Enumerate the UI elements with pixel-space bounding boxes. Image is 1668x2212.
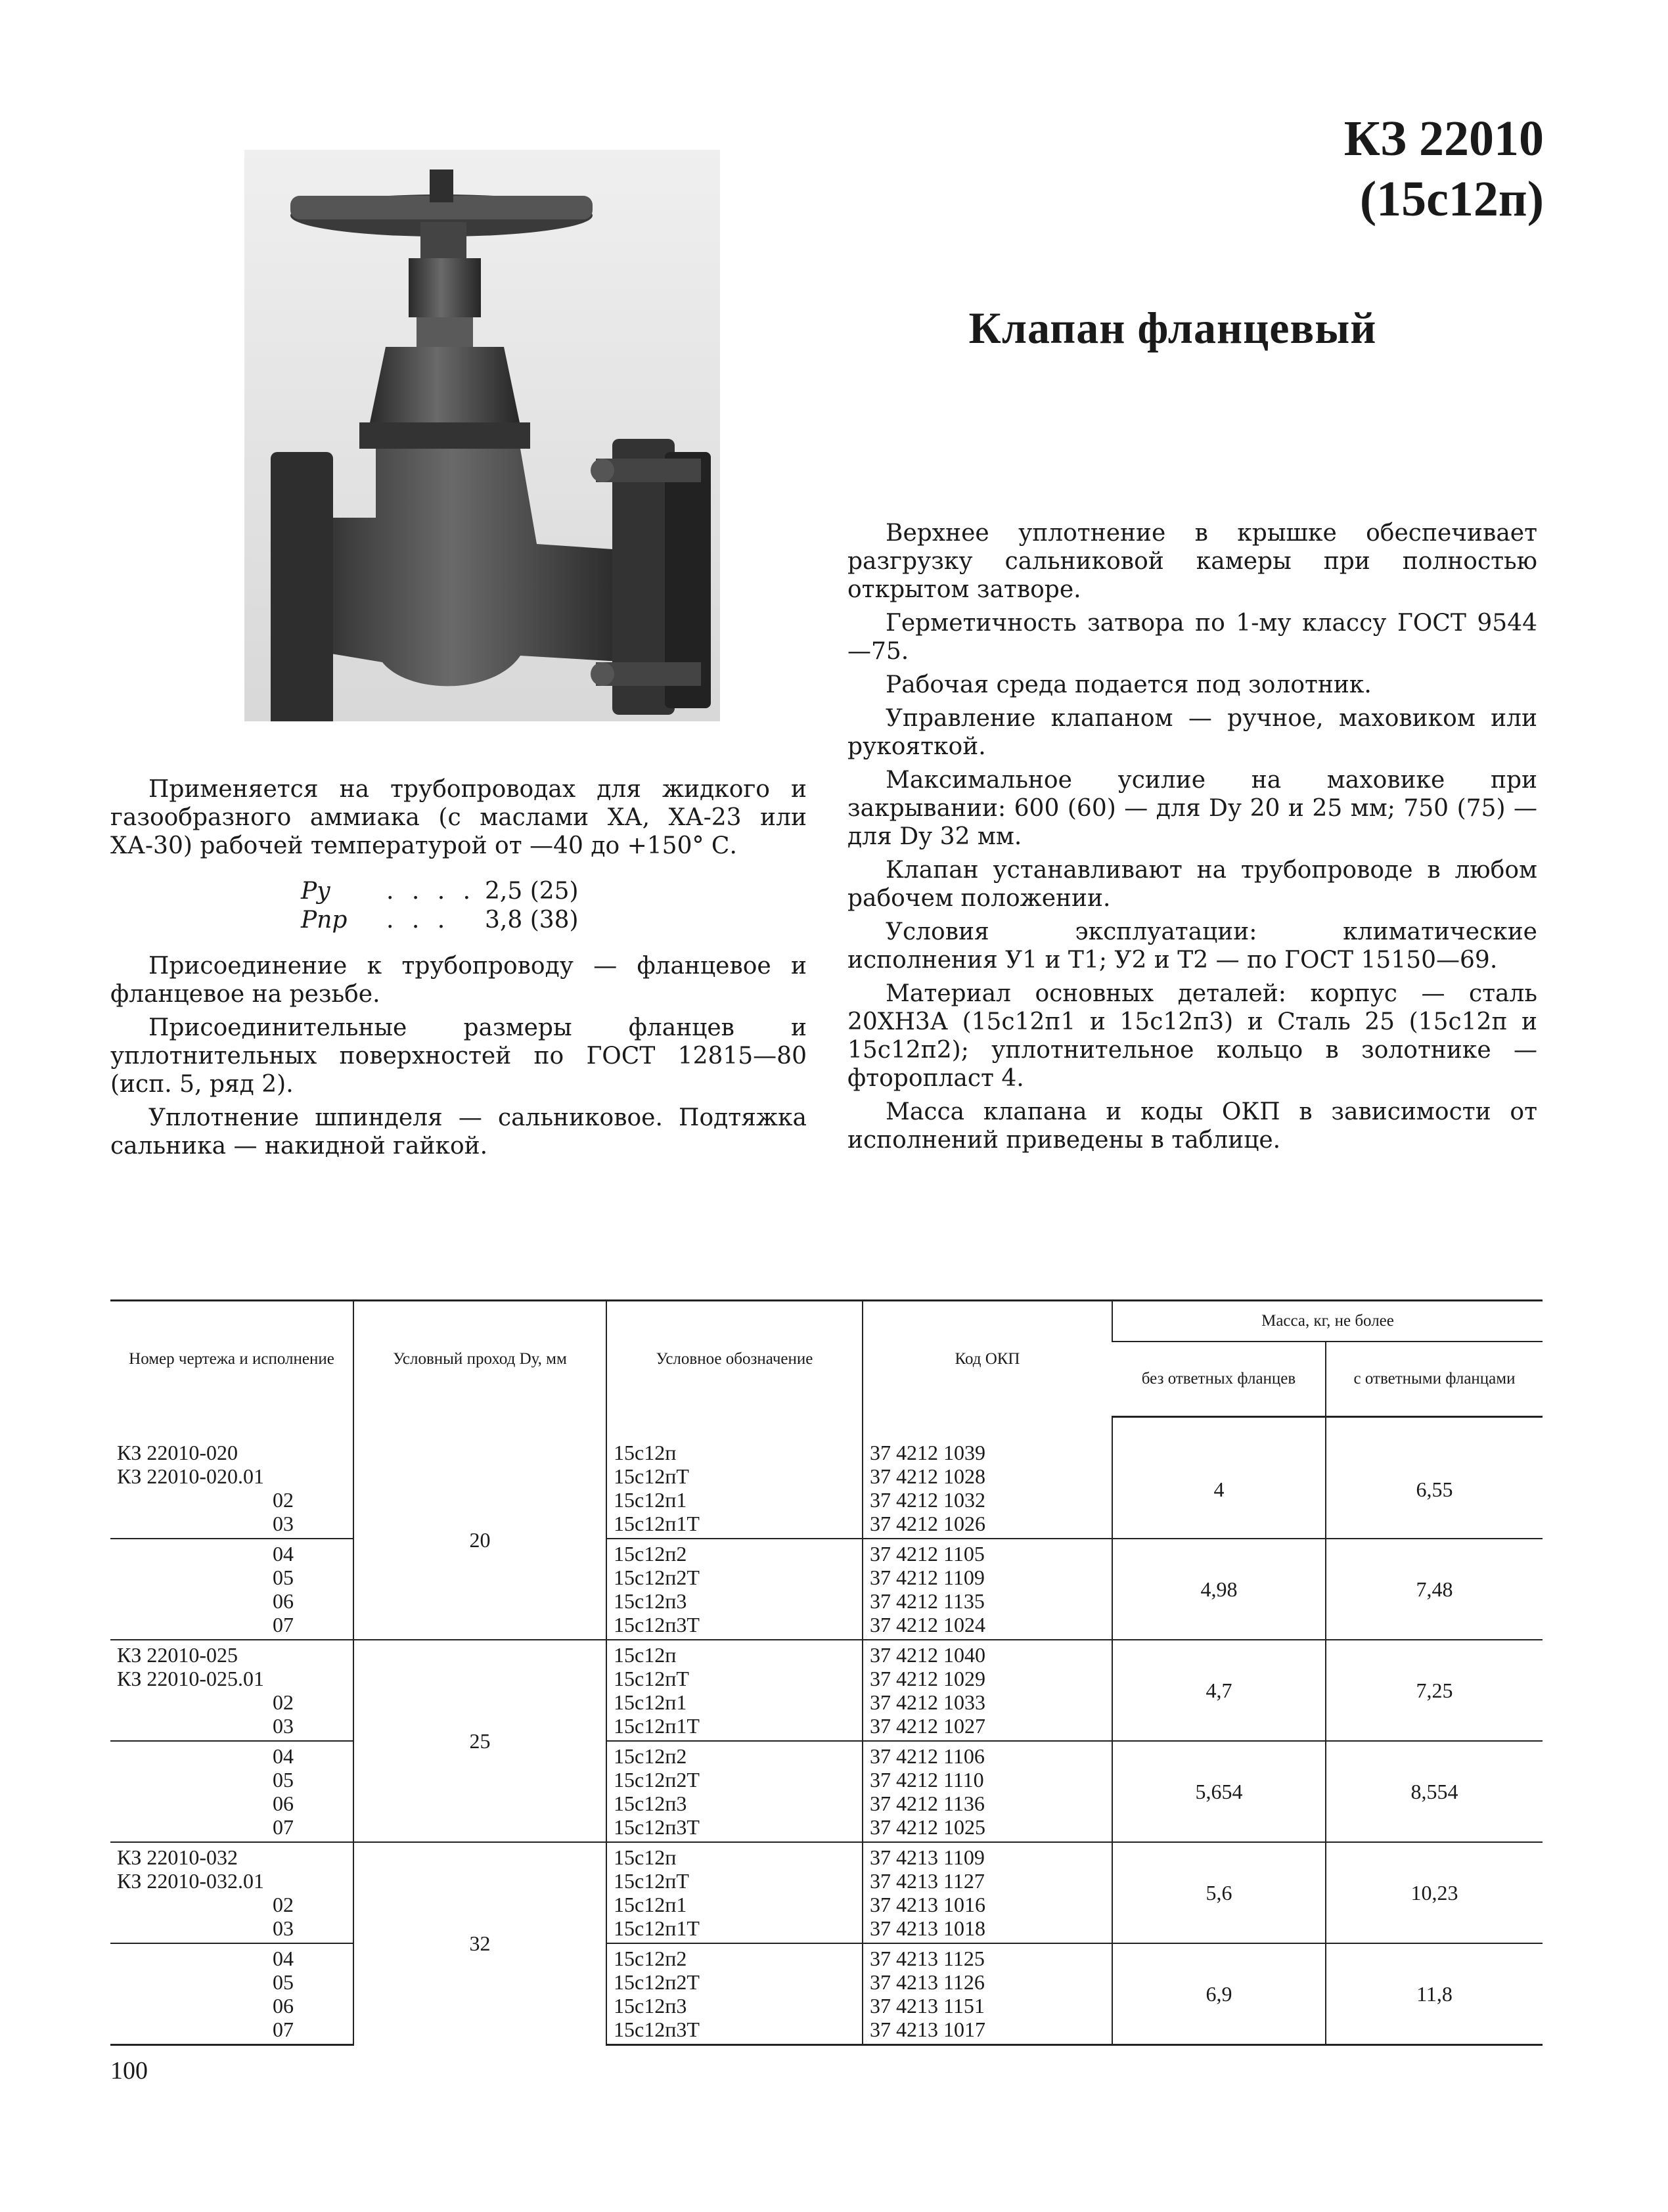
table-row: [110, 1640, 1543, 1741]
cell-nominal-diameter: 20: [353, 1417, 606, 1640]
drawing-number: 02: [273, 1487, 294, 1512]
table-row: [110, 1842, 1543, 1943]
okp-code-value: 37 4212 1032: [870, 1487, 985, 1512]
symbol-value: 15с12пТ: [614, 1666, 689, 1690]
table-row: [110, 1943, 1543, 2045]
operating-conditions-paragraph: Условия эксплуатации: климатические исполнения У1 и Т1; У2 и Т2 — по ГОСТ 15150—69.: [847, 918, 1537, 974]
cell-mass-without-flanges: 4,98: [1112, 1539, 1326, 1640]
cell-mass-with-flanges: 7,48: [1326, 1539, 1543, 1640]
cell-mass-without-flanges: 5,6: [1112, 1842, 1326, 1943]
drawing-number: 07: [273, 1612, 294, 1636]
cell-nominal-diameter: 25: [353, 1640, 606, 1842]
okp-code-value: 37 4212 1135: [870, 1589, 985, 1613]
drawing-number: 06: [273, 1589, 294, 1613]
left-column-text: [110, 775, 807, 1160]
okp-code-value: 37 4212 1024: [870, 1612, 985, 1636]
symbol-value: 15с12п2Т: [614, 1767, 700, 1792]
drawing-number: КЗ 22010-020.01: [117, 1464, 265, 1488]
pressure-list: [301, 877, 807, 935]
drawing-number: 05: [273, 1970, 294, 1994]
symbol-value: 15с12п2: [614, 1541, 687, 1566]
symbol-value: 15с12п1: [614, 1892, 687, 1916]
drawing-number: 04: [273, 1541, 294, 1566]
drawing-number: КЗ 22010-025: [117, 1642, 238, 1667]
cell-symbol: [606, 1539, 863, 1640]
cell-mass-with-flanges: 8,554: [1326, 1741, 1543, 1842]
product-code: [1235, 108, 1544, 229]
symbol-value: 15с12п1Т: [614, 1713, 700, 1738]
drawing-number: 03: [273, 1511, 294, 1535]
drawing-number: 06: [273, 1791, 294, 1815]
okp-code-value: 37 4212 1109: [870, 1565, 985, 1589]
symbol-value: 15с12п3Т: [614, 2017, 700, 2041]
drawing-number: КЗ 22010-032: [117, 1845, 238, 1869]
cell-okp-code: [863, 1741, 1112, 1842]
okp-code-value: 37 4213 1017: [870, 2017, 985, 2041]
cell-mass-with-flanges: 6,55: [1326, 1417, 1543, 1539]
right-column-text: [847, 519, 1537, 1154]
okp-code-value: 37 4213 1127: [870, 1868, 985, 1893]
header-mass-with-flanges: с ответными фланцами: [1326, 1342, 1543, 1417]
drawing-number: 06: [273, 1993, 294, 2018]
drawing-number: 07: [273, 2017, 294, 2041]
cell-mass-with-flanges: 11,8: [1326, 1943, 1543, 2045]
cell-symbol: [606, 1943, 863, 2045]
pressure-value: 3,8 (38): [485, 907, 579, 934]
pressure-row: [301, 877, 807, 906]
specification-table: [110, 1299, 1543, 2046]
drawing-number: КЗ 22010-020: [117, 1440, 238, 1464]
cell-mass-without-flanges: 4: [1112, 1417, 1326, 1539]
spindle-seal-paragraph: Уплотнение шпинделя — сальниковое. Подтяжка сальника — накидной гайкой.: [110, 1104, 807, 1160]
drawing-number: 05: [273, 1767, 294, 1792]
header-drawing: Номер чертежа и исполнение: [110, 1301, 353, 1417]
drawing-number: 02: [273, 1892, 294, 1916]
drawing-number: 03: [273, 1713, 294, 1738]
symbol-value: 15с12п3: [614, 1589, 687, 1613]
okp-code-value: 37 4212 1110: [870, 1767, 984, 1792]
cell-mass-without-flanges: 5,654: [1112, 1741, 1326, 1842]
okp-code-value: 37 4213 1018: [870, 1916, 985, 1940]
okp-code-value: 37 4212 1136: [870, 1791, 985, 1815]
symbol-value: 15с12п3: [614, 1993, 687, 2018]
connection-paragraph: Присоединение к трубопроводу — фланцевое и фланцевое на резьбе.: [110, 953, 807, 1008]
okp-code-value: 37 4212 1106: [870, 1744, 985, 1768]
table-row: [110, 1741, 1543, 1842]
symbol-value: 15с12п2: [614, 1946, 687, 1970]
okp-code-value: 37 4212 1025: [870, 1815, 985, 1839]
control-paragraph: Управление клапаном — ручное, маховиком или рукояткой.: [847, 705, 1537, 760]
upper-seal-paragraph: Верхнее уплотнение в крышке обеспечивает разгрузку сальниковой камеры при полностью открытом затворе.: [847, 520, 1537, 603]
symbol-value: 15с12п1: [614, 1487, 687, 1512]
drawing-number: 07: [273, 1815, 294, 1839]
cell-drawing: [110, 1842, 353, 1943]
symbol-value: 15с12п: [614, 1642, 677, 1667]
table-row: [110, 1539, 1543, 1640]
okp-code-value: 37 4213 1109: [870, 1845, 985, 1869]
okp-code-value: 37 4212 1028: [870, 1464, 985, 1488]
symbol-value: 15с12п: [614, 1845, 677, 1869]
header-nominal-diameter: Условный проход Dу, мм: [353, 1301, 606, 1417]
leader-dots: . . .: [386, 907, 451, 934]
cell-symbol: [606, 1741, 863, 1842]
okp-code-value: 37 4212 1040: [870, 1642, 985, 1667]
application-paragraph: Применяется на трубопроводах для жидкого и газообразного аммиака (с маслами ХА, ХА-23 или ХА-30) рабочей температурой от —40 до +150° С.: [110, 776, 807, 859]
drawing-number: 02: [273, 1690, 294, 1714]
cell-okp-code: [863, 1943, 1112, 2045]
page-title: Клапан фланцевый: [968, 303, 1377, 353]
drawing-number: 04: [273, 1946, 294, 1970]
okp-code-value: 37 4213 1016: [870, 1892, 985, 1916]
header-symbol: Условное обозначение: [606, 1301, 863, 1417]
cell-drawing: [110, 1539, 353, 1640]
medium-paragraph: Рабочая среда подается под золотник.: [886, 671, 1372, 698]
header-mass-without-flanges: без ответных фланцев: [1112, 1342, 1326, 1417]
flange-dimensions-paragraph: Присоединительные размеры фланцев и уплотнительных поверхностей по ГОСТ 12815—80 (исп. 5, ряд 2).: [110, 1014, 807, 1098]
okp-code-value: 37 4212 1026: [870, 1511, 985, 1535]
symbol-value: 15с12п2Т: [614, 1565, 700, 1589]
okp-code-value: 37 4212 1027: [870, 1713, 985, 1738]
symbol-value: 15с12п1Т: [614, 1511, 700, 1535]
product-code-number: КЗ 22010: [1343, 111, 1544, 166]
cell-drawing: [110, 1640, 353, 1741]
cell-drawing: [110, 1741, 353, 1842]
symbol-value: 15с12п1: [614, 1690, 687, 1714]
okp-code-value: 37 4213 1126: [870, 1970, 985, 1994]
symbol-value: 15с12п2Т: [614, 1970, 700, 1994]
installation-paragraph: Клапан устанавливают на трубопроводе в любом рабочем положении.: [847, 857, 1537, 912]
mass-note-paragraph: Масса клапана и коды ОКП в зависимости от исполнений приведены в таблице.: [847, 1098, 1537, 1154]
materials-paragraph: Материал основных деталей: корпус — сталь 20ХН3А (15с12п1 и 15с12п3) и Сталь 25 (15с12п и 15с12п2); уплотнительное кольцо в золотнике — фторопласт 4.: [847, 980, 1537, 1092]
symbol-value: 15с12пТ: [614, 1464, 689, 1488]
symbol-value: 15с12пТ: [614, 1868, 689, 1893]
cell-mass-without-flanges: 6,9: [1112, 1943, 1326, 2045]
cell-drawing: [110, 1943, 353, 2045]
pressure-symbol: Pпр: [301, 907, 348, 934]
cell-symbol: [606, 1417, 863, 1539]
cell-drawing: [110, 1417, 353, 1539]
drawing-number: КЗ 22010-025.01: [117, 1666, 265, 1690]
cell-symbol: [606, 1842, 863, 1943]
valve-photo: [244, 150, 720, 721]
okp-code-value: 37 4213 1125: [870, 1946, 985, 1970]
pressure-row: [301, 906, 807, 935]
okp-code-value: 37 4212 1033: [870, 1690, 985, 1714]
symbol-value: 15с12п1Т: [614, 1916, 700, 1940]
cell-okp-code: [863, 1539, 1112, 1640]
okp-code-value: 37 4212 1029: [870, 1666, 985, 1690]
cell-mass-with-flanges: 10,23: [1326, 1842, 1543, 1943]
symbol-value: 15с12п3: [614, 1791, 687, 1815]
symbol-value: 15с12п3Т: [614, 1612, 700, 1636]
tightness-paragraph: Герметичность затвора по 1-му классу ГОСТ 9544—75.: [847, 610, 1537, 665]
pressure-symbol: Pу: [301, 878, 331, 905]
cell-okp-code: [863, 1640, 1112, 1741]
drawing-number: 03: [273, 1916, 294, 1940]
product-designation: (15с12п): [1359, 171, 1544, 227]
specification-table-wrap: [110, 1299, 1543, 2046]
drawing-number: КЗ 22010-032.01: [117, 1868, 265, 1893]
page-number: 100: [110, 2057, 148, 2085]
okp-code-value: 37 4212 1105: [870, 1541, 985, 1566]
symbol-value: 15с12п3Т: [614, 1815, 700, 1839]
symbol-value: 15с12п: [614, 1440, 677, 1464]
leader-dots: . . . .: [386, 878, 476, 905]
table-row: [110, 1417, 1543, 1539]
okp-code-value: 37 4213 1151: [870, 1993, 985, 2018]
header-mass: Масса, кг, не более: [1112, 1301, 1543, 1342]
header-okp-code: Код ОКП: [863, 1301, 1112, 1417]
cell-symbol: [606, 1640, 863, 1741]
cell-okp-code: [863, 1842, 1112, 1943]
max-force-paragraph: Максимальное усилие на маховике при закрывании: 600 (60) — для Dу 20 и 25 мм; 750 (75) — для Dу 32 мм.: [847, 767, 1537, 850]
cell-okp-code: [863, 1417, 1112, 1539]
symbol-value: 15с12п2: [614, 1744, 687, 1768]
pressure-value: 2,5 (25): [485, 878, 579, 905]
table-body: [110, 1417, 1543, 2045]
drawing-number: 04: [273, 1744, 294, 1768]
cell-mass-without-flanges: 4,7: [1112, 1640, 1326, 1741]
cell-mass-with-flanges: 7,25: [1326, 1640, 1543, 1741]
okp-code-value: 37 4212 1039: [870, 1440, 985, 1464]
drawing-number: 05: [273, 1565, 294, 1589]
cell-nominal-diameter: 32: [353, 1842, 606, 2045]
